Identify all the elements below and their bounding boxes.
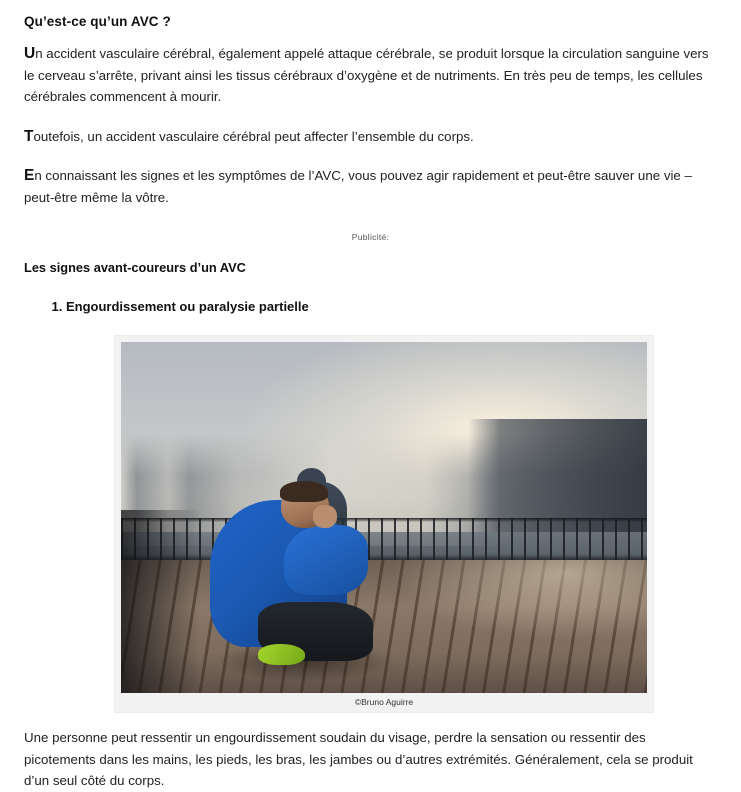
paragraph-3-text: n connaissant les signes et les symptômes de l’AVC, vous pouvez agir rapidement et peut-être sauver une vie – peut-être même la vôtre. xyxy=(24,168,692,205)
article-photo xyxy=(121,342,647,693)
dropcap-1: U xyxy=(24,45,36,62)
paragraph-3 xyxy=(24,165,717,208)
list-item: 1. Engourdissement ou paralysie partielle xyxy=(66,297,717,317)
page-title: Qu’est-ce qu’un AVC ? xyxy=(24,14,171,29)
advertisement-label: Publicité: xyxy=(351,232,390,242)
signs-list xyxy=(24,297,717,317)
photo-man-arm xyxy=(284,525,368,595)
dropcap-4: U xyxy=(24,730,34,745)
paragraph-1-text: n accident vasculaire cérébral, également appelé attaque cérébrale, se produit lorsque la circulation sanguine vers le cerveau s’arrête, privant ainsi les tissus cérébraux d’oxygène et de nutriments. En très peu de temps, les cellules cérébrales commencent à mourir. xyxy=(24,46,709,104)
article-figure xyxy=(114,335,654,713)
photo-credit: ©Bruno Aguirre xyxy=(354,697,414,707)
section-subtitle: Les signes avant-coureurs d’un AVC xyxy=(24,260,246,275)
paragraph-1 xyxy=(24,43,717,108)
dropcap-3: E xyxy=(24,167,35,184)
paragraph-4-text: ne personne peut ressentir un engourdissement soudain du visage, perdre la sensation ou ressentir des picotements dans les mains, les pieds, les bras, les jambes ou d’autres extrémités. Généralement, cela se produit d’un seul côté du corps. xyxy=(24,730,693,788)
photo-shade xyxy=(121,510,200,693)
photo-man-shoe xyxy=(258,644,305,665)
photo-man-hand xyxy=(313,505,337,528)
dropcap-2: T xyxy=(24,127,34,145)
paragraph-2 xyxy=(24,126,717,148)
photo-man-hair xyxy=(280,481,328,502)
paragraph-2-text: outefois, un accident vasculaire cérébral peut affecter l’ensemble du corps. xyxy=(33,128,474,144)
photo-sunlight xyxy=(373,560,647,693)
paragraph-4 xyxy=(24,727,717,792)
